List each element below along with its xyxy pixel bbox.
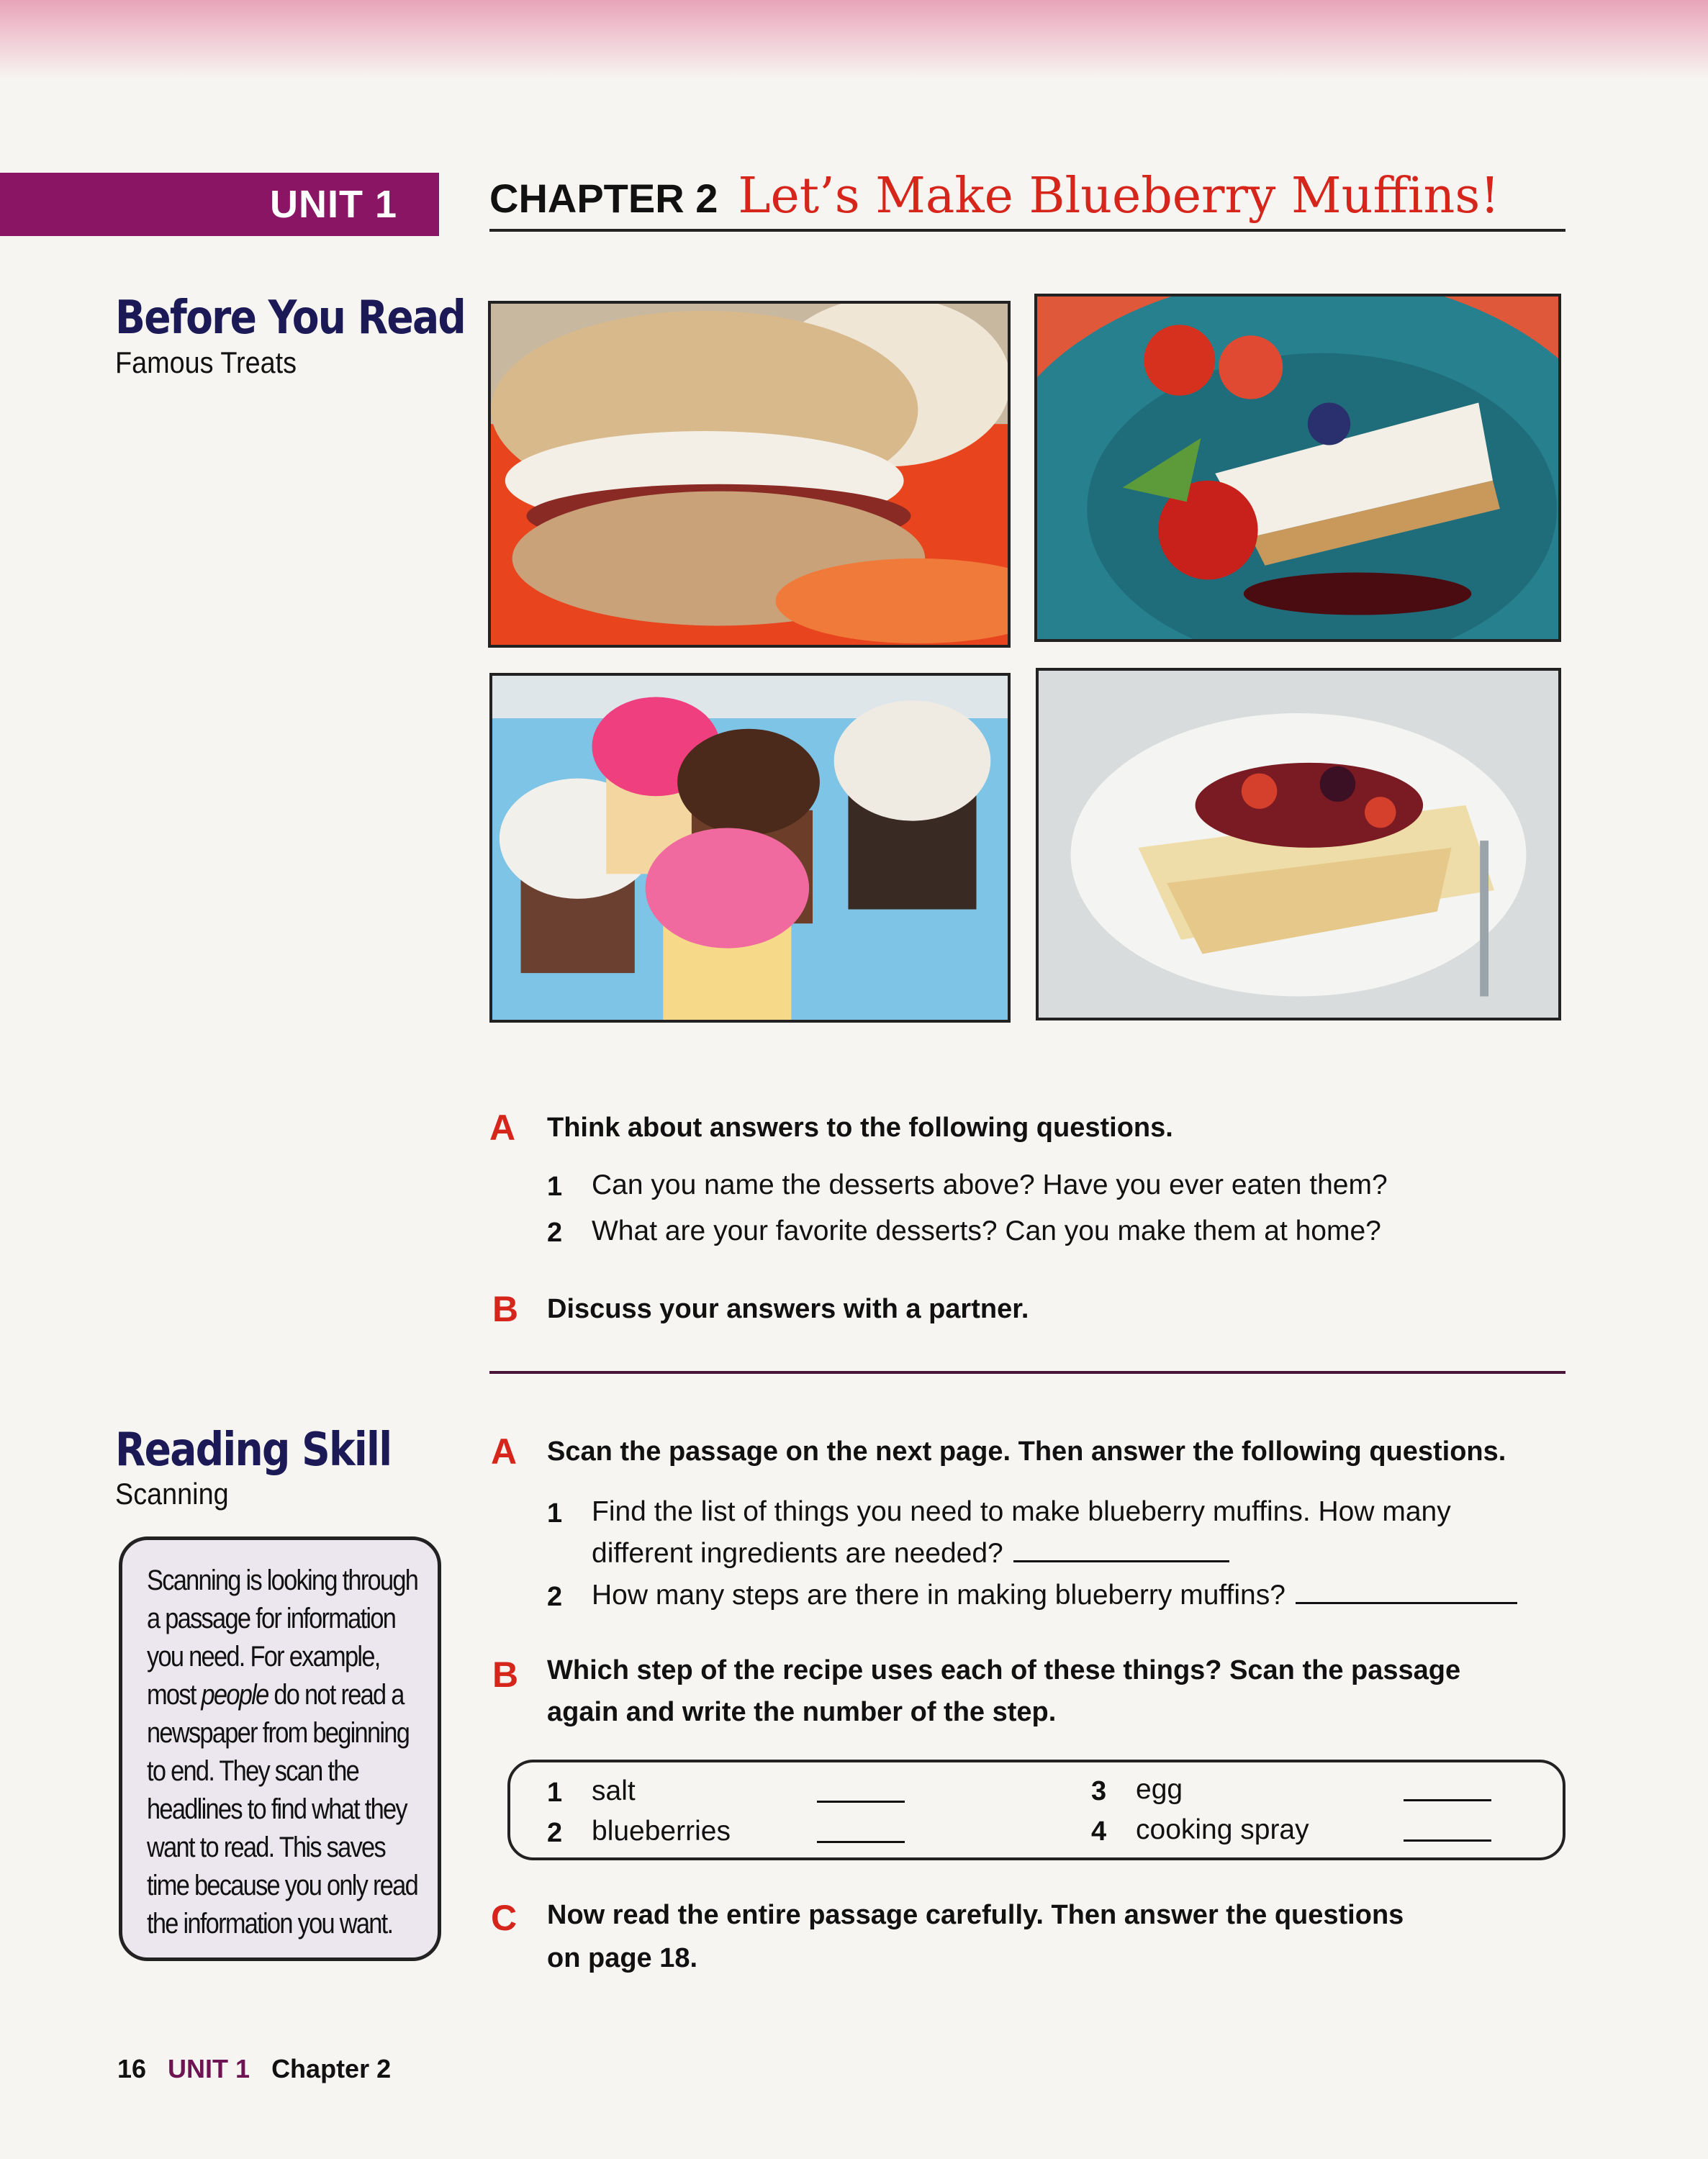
chapter-heading: [489, 164, 1565, 232]
section-a-letter: A: [489, 1108, 516, 1148]
top-color-band: [0, 0, 1708, 79]
section-b-instruction-line1: Which step of the recipe uses each of these things? Scan the passage: [547, 1655, 1461, 1685]
page-number: 16: [117, 2054, 147, 2083]
footer-chapter: Chapter 2: [271, 2054, 392, 2083]
scone-photo: [488, 301, 1011, 648]
section-a-letter: A: [491, 1431, 518, 1472]
item-number: 1: [547, 1778, 563, 1808]
item-text: salt: [592, 1775, 636, 1806]
item-text: egg: [1136, 1774, 1183, 1805]
crepes-photo: [1036, 668, 1561, 1020]
question-text: How many steps are there in making blueberry muffins?: [592, 1575, 1517, 1616]
question-number: 1: [547, 1498, 563, 1529]
cheesecake-photo: [1034, 294, 1561, 642]
scanning-tip-box: [119, 1536, 441, 1961]
item-number: 3: [1091, 1776, 1107, 1806]
scanning-tip-text: Scanning is looking through a passage for information you need. For example, most people do not read a newspaper from beginning to end. They scan the headlines to find what they want to read. This saves time because you only read the information you want.: [147, 1565, 418, 1940]
cupcakes-photo: [489, 673, 1011, 1023]
page-footer: [117, 2054, 391, 2084]
question-text: different ingredients are needed?: [592, 1533, 1229, 1575]
section-c-letter: C: [491, 1898, 518, 1938]
before-you-read-subtitle: Famous Treats: [115, 345, 297, 379]
item-text: cooking spray: [1136, 1814, 1309, 1845]
item-number: 2: [547, 1818, 563, 1848]
item-number: 4: [1091, 1816, 1107, 1847]
answer-blank[interactable]: [817, 1841, 905, 1843]
answer-blank[interactable]: [1296, 1602, 1517, 1604]
section-b-letter: B: [492, 1655, 519, 1695]
answer-blank[interactable]: [817, 1801, 905, 1803]
answer-blank[interactable]: [1404, 1839, 1491, 1842]
section-c-instruction-line1: Now read the entire passage carefully. Then answer the questions: [547, 1900, 1404, 1930]
unit-tab: [0, 173, 439, 236]
answer-blank[interactable]: [1013, 1560, 1229, 1562]
question-number: 2: [547, 1218, 563, 1248]
question-text: What are your favorite desserts? Can you make them at home?: [592, 1216, 1381, 1246]
reading-skill-title: Reading Skill: [115, 1424, 392, 1477]
question-number: 1: [547, 1172, 563, 1202]
section-b-instruction-line2: again and write the number of the step.: [547, 1697, 1057, 1727]
question-text: Can you name the desserts above? Have you ever eaten them?: [592, 1169, 1388, 1200]
item-text: blueberries: [592, 1816, 731, 1847]
answer-blank[interactable]: [1404, 1799, 1491, 1801]
footer-unit: UNIT 1: [168, 2054, 250, 2083]
unit-tab-label: UNIT 1: [269, 183, 397, 226]
before-you-read-title: Before You Read: [115, 291, 466, 345]
section-divider: [489, 1371, 1565, 1374]
section-b-letter: B: [492, 1289, 519, 1329]
reading-skill-subtitle: Scanning: [115, 1477, 229, 1511]
question-number: 2: [547, 1582, 563, 1612]
question-text: Find the list of things you need to make blueberry muffins. How many: [592, 1496, 1451, 1527]
section-a-instruction: Scan the passage on the next page. Then answer the following questions.: [547, 1436, 1506, 1467]
section-c-instruction-line2: on page 18.: [547, 1943, 698, 1973]
section-b-instruction: Discuss your answers with a partner.: [547, 1294, 1029, 1324]
chapter-title: Let’s Make Blueberry Muffins!: [738, 168, 1500, 225]
chapter-label: CHAPTER 2: [489, 176, 718, 221]
section-a-instruction: Think about answers to the following questions.: [547, 1113, 1173, 1143]
